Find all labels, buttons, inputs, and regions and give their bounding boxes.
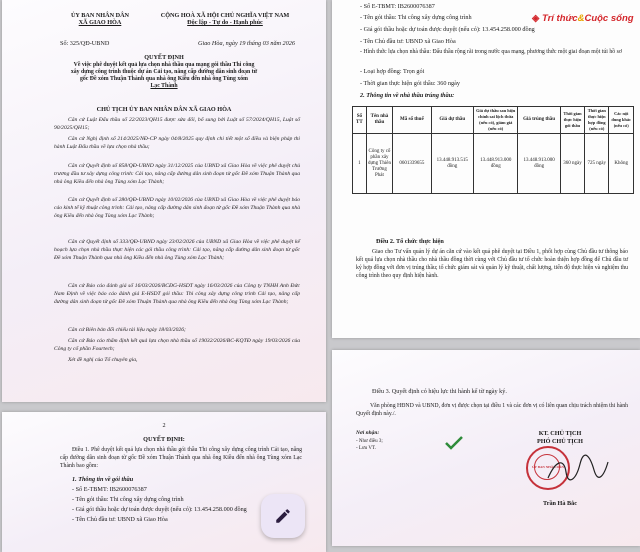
- signature-title: KT. CHỦ TỊCH: [538, 430, 582, 437]
- table-cell: Không: [609, 134, 634, 194]
- basis-paragraph: Căn cứ Báo cáo thẩm định kết quả lựa chọn nhà thầu số 19032/2026/BC-KQTĐ ngày 19/03/2026 của Công ty cổ phần Fourtech;: [54, 338, 300, 353]
- table-cell: Công ty cổ phần xây dựng Thiên Trường Phát: [366, 134, 392, 194]
- table-header-cell: Mã số thuế: [393, 107, 431, 134]
- section-package-info: 1. Thông tin về gói thầu: [72, 476, 134, 483]
- table-header-cell: Giá dự thầu sau hiệu chỉnh sai lệch thừa (nếu có), giảm giá (nếu có): [474, 107, 518, 134]
- investor-name: - Tên Chủ đầu tư: UBND xã Giao Hòa: [360, 38, 456, 45]
- decision-heading: QUYẾT ĐỊNH:: [143, 436, 185, 443]
- authority-heading: CHỦ TỊCH ỦY BAN NHÂN DÂN XÃ GIAO HÒA: [96, 106, 232, 113]
- document-page-4: [332, 350, 640, 546]
- recipient-item: - Lưu VT.: [356, 446, 376, 451]
- basis-paragraph: Căn cứ Quyết định số 280/QĐ-UBND ngày 10/02/2026 của UBND xã Giao Hòa về việc phê duyệt báo cáo kinh tế kỹ thuật công trình: Cải tạo, nâng cấp đường dân sinh đoạn từ gốc Đề xóm Thuận Thành qua nhà ông Kiều đến nhà ông Tùng xóm Lạc Thành;: [54, 197, 300, 220]
- document-type: QUYẾT ĐỊNH: [144, 54, 184, 61]
- table-header-cell: Tên nhà thầu: [366, 107, 392, 134]
- site-watermark-logo: [532, 13, 634, 24]
- package-price: - Giá gói thầu hoặc dự toán được duyệt (nếu có): 13.454.258.000 đồng: [72, 506, 247, 513]
- seal-text: ỦY BAN NHÂN DÂN: [532, 465, 564, 469]
- basis-paragraph: Căn cứ Biên bản đối chiếu tài liệu ngày 18/03/2026;: [68, 327, 186, 333]
- basis-paragraph: Căn cứ Luật Đấu thầu số 22/2023/QH15 được sửa đổi, bổ sung bởi Luật số 57/2024/QH15, Luật số 90/2025/QH15;: [54, 117, 300, 132]
- package-duration: - Thời gian thực hiện gói thầu: 360 ngày: [360, 80, 460, 87]
- package-name: - Tên gói thầu: Thi công xây dựng công trình: [360, 14, 472, 21]
- winner-table: [352, 106, 634, 194]
- basis-paragraph: Căn cứ Quyết định số 858/QĐ-UBND ngày 31/12/2025 của UBND xã Giao Hòa về việc phê duyệt chủ trương đầu tư xây dựng công trình: Cải tạo, nâng cấp đường dân sinh đoạn từ gốc Đề xóm Thuận Thành qua nhà ông Kiều đến nhà ông Tùng xóm Lạc Thành;: [54, 163, 300, 186]
- section-winner-info: 2. Thông tin về nhà thầu trúng thầu:: [360, 92, 455, 99]
- org-subname: XÃ GIAO HÒA: [78, 19, 122, 26]
- etbmt-number: - Số E-TBMT: IB2600076387: [360, 3, 435, 10]
- nation-motto: Độc lập - Tự do - Hạnh phúc: [187, 19, 263, 26]
- table-header-cell: Thời gian thực hiện hợp đồng (nếu có): [585, 107, 609, 134]
- table-cell: 360 ngày: [560, 134, 584, 194]
- table-row: [353, 134, 634, 194]
- signature-role: PHÓ CHỦ TỊCH: [537, 438, 583, 445]
- subject-line: Về việc phê duyệt kết quả lựa chọn nhà thầu qua mạng gói thầu Thi công: [73, 62, 255, 68]
- org-name: ỦY BAN NHÂN DÂN: [70, 12, 130, 19]
- table-cell: 725 ngày: [585, 134, 609, 194]
- document-page-3: [332, 0, 640, 338]
- pencil-icon: [274, 507, 292, 525]
- table-cell: 13.448.913.000 đồng: [474, 134, 518, 194]
- selection-method: - Hình thức lựa chọn nhà thầu: Đấu thầu rộng rãi trong nước qua mạng, phương thức một giai đoạn một túi hồ sơ: [360, 49, 622, 55]
- table-header-cell: Thời gian thực hiện gói thầu: [560, 107, 584, 134]
- table-header-cell: Số TT: [353, 107, 367, 134]
- document-page-1: [2, 0, 326, 402]
- basis-paragraph: Căn cứ Quyết định số 333/QĐ-UBND ngày 23/02/2026 của UBND xã Giao Hòa về việc phê duyệt kế hoạch lựa chọn nhà thầu thực hiện các gói thầu công trình: Cải tạo, nâng cấp đường dân sinh đoạn từ gốc Đề xóm Thuận Thành qua nhà ông Kiều đến nhà ông Tùng xóm Lạc Thành;: [54, 239, 300, 262]
- nation-title: CỘNG HOÀ XÃ HỘI CHỦ NGHĨA VIỆT NAM: [160, 12, 290, 19]
- basis-paragraph: Căn cứ Nghị định số 214/2025/NĐ-CP ngày 04/8/2025 quy định chi tiết một số điều và biện pháp thi hành Luật Đấu thầu về lựa chọn nhà thầu;: [54, 136, 300, 151]
- table-cell: 13.448.913.000 đồng: [518, 134, 560, 194]
- table-cell: 1: [353, 134, 367, 194]
- signer-name: Trần Hà Bắc: [543, 500, 577, 507]
- article-3: Điều 3. Quyết định có hiệu lực thi hành kể từ ngày ký.: [372, 388, 507, 395]
- subject-line: gốc Đề xóm Thuận Thành qua nhà ông Kiều đến nhà ông Tùng xóm: [79, 76, 248, 82]
- article-1: Điều 1. Phê duyệt kết quả lựa chọn nhà thầu gói thầu Thi công xây dựng công trình Cải tạo, nâng cấp đường dân sinh đoạn từ gốc Đề xóm Thuận Thành qua nhà ông Kiều đến nhà ông Tùng xóm Lạc Thành bao gồm:: [60, 447, 302, 470]
- article-3-body: Văn phòng HĐND và UBND, đơn vị được chọn tại điều 1 và các đơn vị có liên quan chịu trách nhiệm thi hành Quyết định này./.: [356, 403, 629, 418]
- table-header-row: [353, 107, 634, 134]
- edit-fab-button[interactable]: [261, 494, 305, 538]
- article-2-body: Giao cho Tư vấn quản lý dự án căn cứ vào kết quả phê duyệt tại Điều 1, phối hợp cùng Chủ đầu tư thông báo kết quả lựa chọn nhà thầu cho nhà thầu đồng thời cùng với Chủ đầu tư tổ chức hoàn thiện hợp đồng để Chủ đầu tư ký hợp đồng với đơn vị trúng thầu; tổ chức giám sát và quản lý kỹ thuật, chất lượng, tiến độ thực hiện và nghiệm thu công trình theo quy định hiện hành.: [356, 249, 628, 280]
- signature-icon: [546, 454, 610, 484]
- basis-paragraph: Căn cứ Báo cáo đánh giá số 16/03/2026/BCĐG-HSDT ngày 16/03/2026 của Công ty TNHH Anh Đức Nam Định về việc báo cáo đánh giá E-HSDT gói thầu: Thi công xây dựng công trình Cải tạo, nâng cấp đường dân sinh đoạn từ gốc Đề xóm Thuận Thành qua nhà ông Kiều đến nhà ông Tùng xóm Lạc Thành;: [54, 283, 300, 306]
- package-name: - Tên gói thầu: Thi công xây dựng công trình: [72, 496, 184, 503]
- contract-type: - Loại hợp đồng: Trọn gói: [360, 68, 425, 75]
- verified-check-icon: [444, 436, 464, 450]
- investor-name: - Tên Chủ đầu tư: UBND xã Giao Hòa: [72, 516, 168, 523]
- logo-text: Cuộc sống: [584, 13, 634, 24]
- document-date: Giao Hòa, ngày 19 tháng 03 năm 2026: [198, 40, 295, 47]
- logo-amp: &: [577, 13, 585, 24]
- recipients-title: Nơi nhận:: [356, 430, 380, 436]
- logo-icon: ◈: [532, 13, 540, 24]
- recipient-item: - Như điều 3;: [356, 439, 383, 444]
- table-header-cell: Giá dự thầu: [431, 107, 473, 134]
- subject-line: Lạc Thành: [150, 83, 178, 89]
- basis-paragraph: Xét đề nghị của Tổ chuyên gia,: [68, 357, 138, 363]
- table-cell: 13.448.913.515 đồng: [431, 134, 473, 194]
- subject-line: xây dựng công trình thuộc dự án Cải tạo, nâng cấp đường dân sinh đoạn từ: [70, 69, 258, 75]
- table-header-cell: Giá trúng thầu: [518, 107, 560, 134]
- page-number: 2: [162, 422, 166, 429]
- table-cell: 0601339655: [393, 134, 431, 194]
- table-header-cell: Các nội dung khác (nếu có): [609, 107, 634, 134]
- document-number: Số: 325/QĐ-UBND: [60, 40, 110, 47]
- article-2-title: Điều 2. Tổ chức thực hiện: [376, 238, 444, 245]
- package-price: - Giá gói thầu hoặc dự toán được duyệt (nếu có): 13.454.258.000 đồng: [360, 26, 535, 33]
- logo-text: Trí thức: [541, 13, 578, 24]
- etbmt-number: - Số E-TBMT: IB2600076387: [72, 486, 147, 493]
